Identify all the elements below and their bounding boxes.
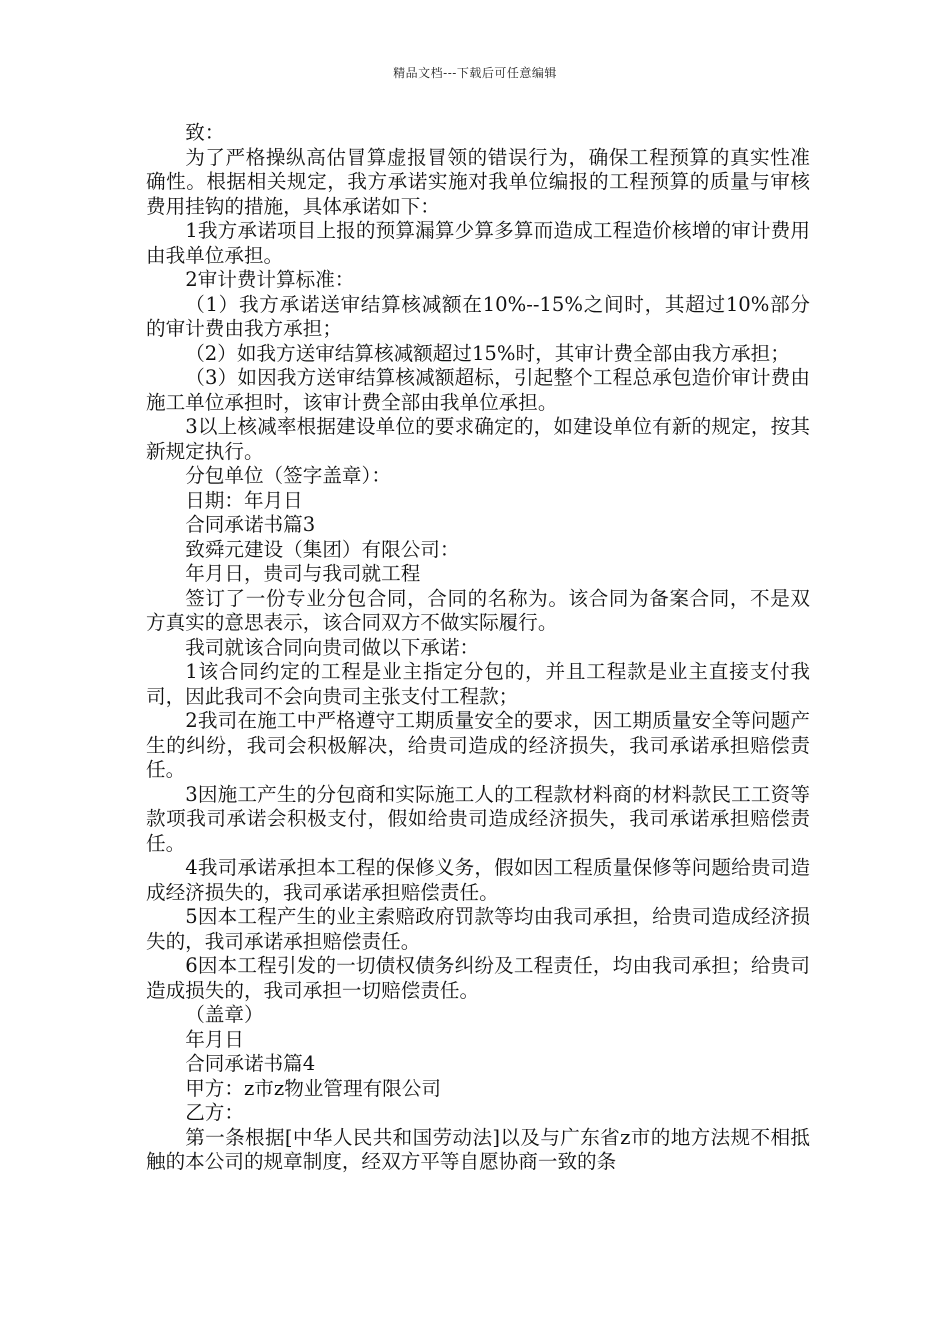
paragraph-item-3: 3以上核减率根据建设单位的要求确定的，如建设单位有新的规定，按其新规定执行。 <box>146 415 810 463</box>
paragraph-contract: 签订了一份专业分包合同，合同的名称为。该合同为备案合同，不是双方真实的意思表示，该合同双方不做实际履行。 <box>146 586 810 634</box>
commitment-item-6: 6因本工程引发的一切债权债务纠纷及工程责任，均由我司承担；给贵司造成损失的，我司承担一切赔偿责任。 <box>146 954 810 1002</box>
commitment-item-2: 2我司在施工中严格遵守工期质量安全的要求，因工期质量安全等问题产生的纠纷，我司会积极解决，给贵司造成的经济损失，我司承诺承担赔偿责任。 <box>146 709 810 781</box>
paragraph-date-project: 年月日，贵司与我司就工程 <box>185 562 421 585</box>
commitment-item-3: 3因施工产生的分包商和实际施工人的工程款材料商的材料款民工工资等款项我司承诺会积极支付，假如给贵司造成经济损失，我司承诺承担赔偿责任。 <box>146 782 810 855</box>
section-heading-4: 合同承诺书篇4 <box>185 1052 316 1075</box>
party-b-line: 乙方： <box>185 1101 244 1124</box>
seal-line: （盖章） <box>185 1003 264 1026</box>
signature-line: 分包单位（签字盖章）： <box>185 464 391 487</box>
date-line-2: 年月日 <box>185 1027 244 1051</box>
page-header: 精品文档---下载后可任意编辑 <box>393 66 557 80</box>
section-heading-3: 合同承诺书篇3 <box>185 513 316 536</box>
paragraph-item-2: 2审计费计算标准： <box>185 268 355 291</box>
party-a-line: 甲方：z市z物业管理有限公司 <box>185 1076 441 1100</box>
paragraph-commitment-intro: 我司就该合同向贵司做以下承诺： <box>185 635 480 659</box>
commitment-item-4: 4我司承诺承担本工程的保修义务，假如因工程质量保修等问题给贵司造成经济损失的，我司承诺承担赔偿责任。 <box>146 856 810 904</box>
paragraph-sub-item-2: （2）如我方送审结算核减额超过15%时，其审计费全部由我方承担； <box>185 341 790 365</box>
article-1: 第一条根据[中华人民共和国劳动法]以及与广东省z市的地方法规不相抵触的本公司的规章制度，经双方平等自愿协商一致的条 <box>146 1125 810 1173</box>
paragraph-sub-item-1: （1）我方承诺送审结算核减额在10%--15%之间时，其超过10%部分的审计费由我方承担； <box>146 292 810 340</box>
salutation: 致： <box>185 121 225 144</box>
commitment-item-5: 5因本工程产生的业主索赔政府罚款等均由我司承担，给贵司造成经济损失的，我司承诺承担赔偿责任。 <box>146 905 810 953</box>
commitment-item-1: 1该合同约定的工程是业主指定分包的，并且工程款是业主直接支付我司，因此我司不会向贵司主张支付工程款； <box>146 660 810 708</box>
paragraph-item-1: 1我方承诺项目上报的预算漏算少算多算而造成工程造价核增的审计费用由我单位承担。 <box>146 219 810 267</box>
paragraph-sub-item-3: （3）如因我方送审结算核减额超标，引起整个工程总承包造价审计费由施工单位承担时，该审计费全部由我单位承担。 <box>146 366 810 414</box>
document-body <box>146 121 810 1175</box>
addressee-line: 致舜元建设（集团）有限公司： <box>185 537 460 561</box>
paragraph-intro: 为了严格操纵高估冒算虚报冒领的错误行为，确保工程预算的真实性准确性。根据相关规定，我方承诺实施对我单位编报的工程预算的质量与审核费用挂钩的措施，具体承诺如下： <box>146 145 810 218</box>
date-line: 日期：年月日 <box>185 488 303 512</box>
